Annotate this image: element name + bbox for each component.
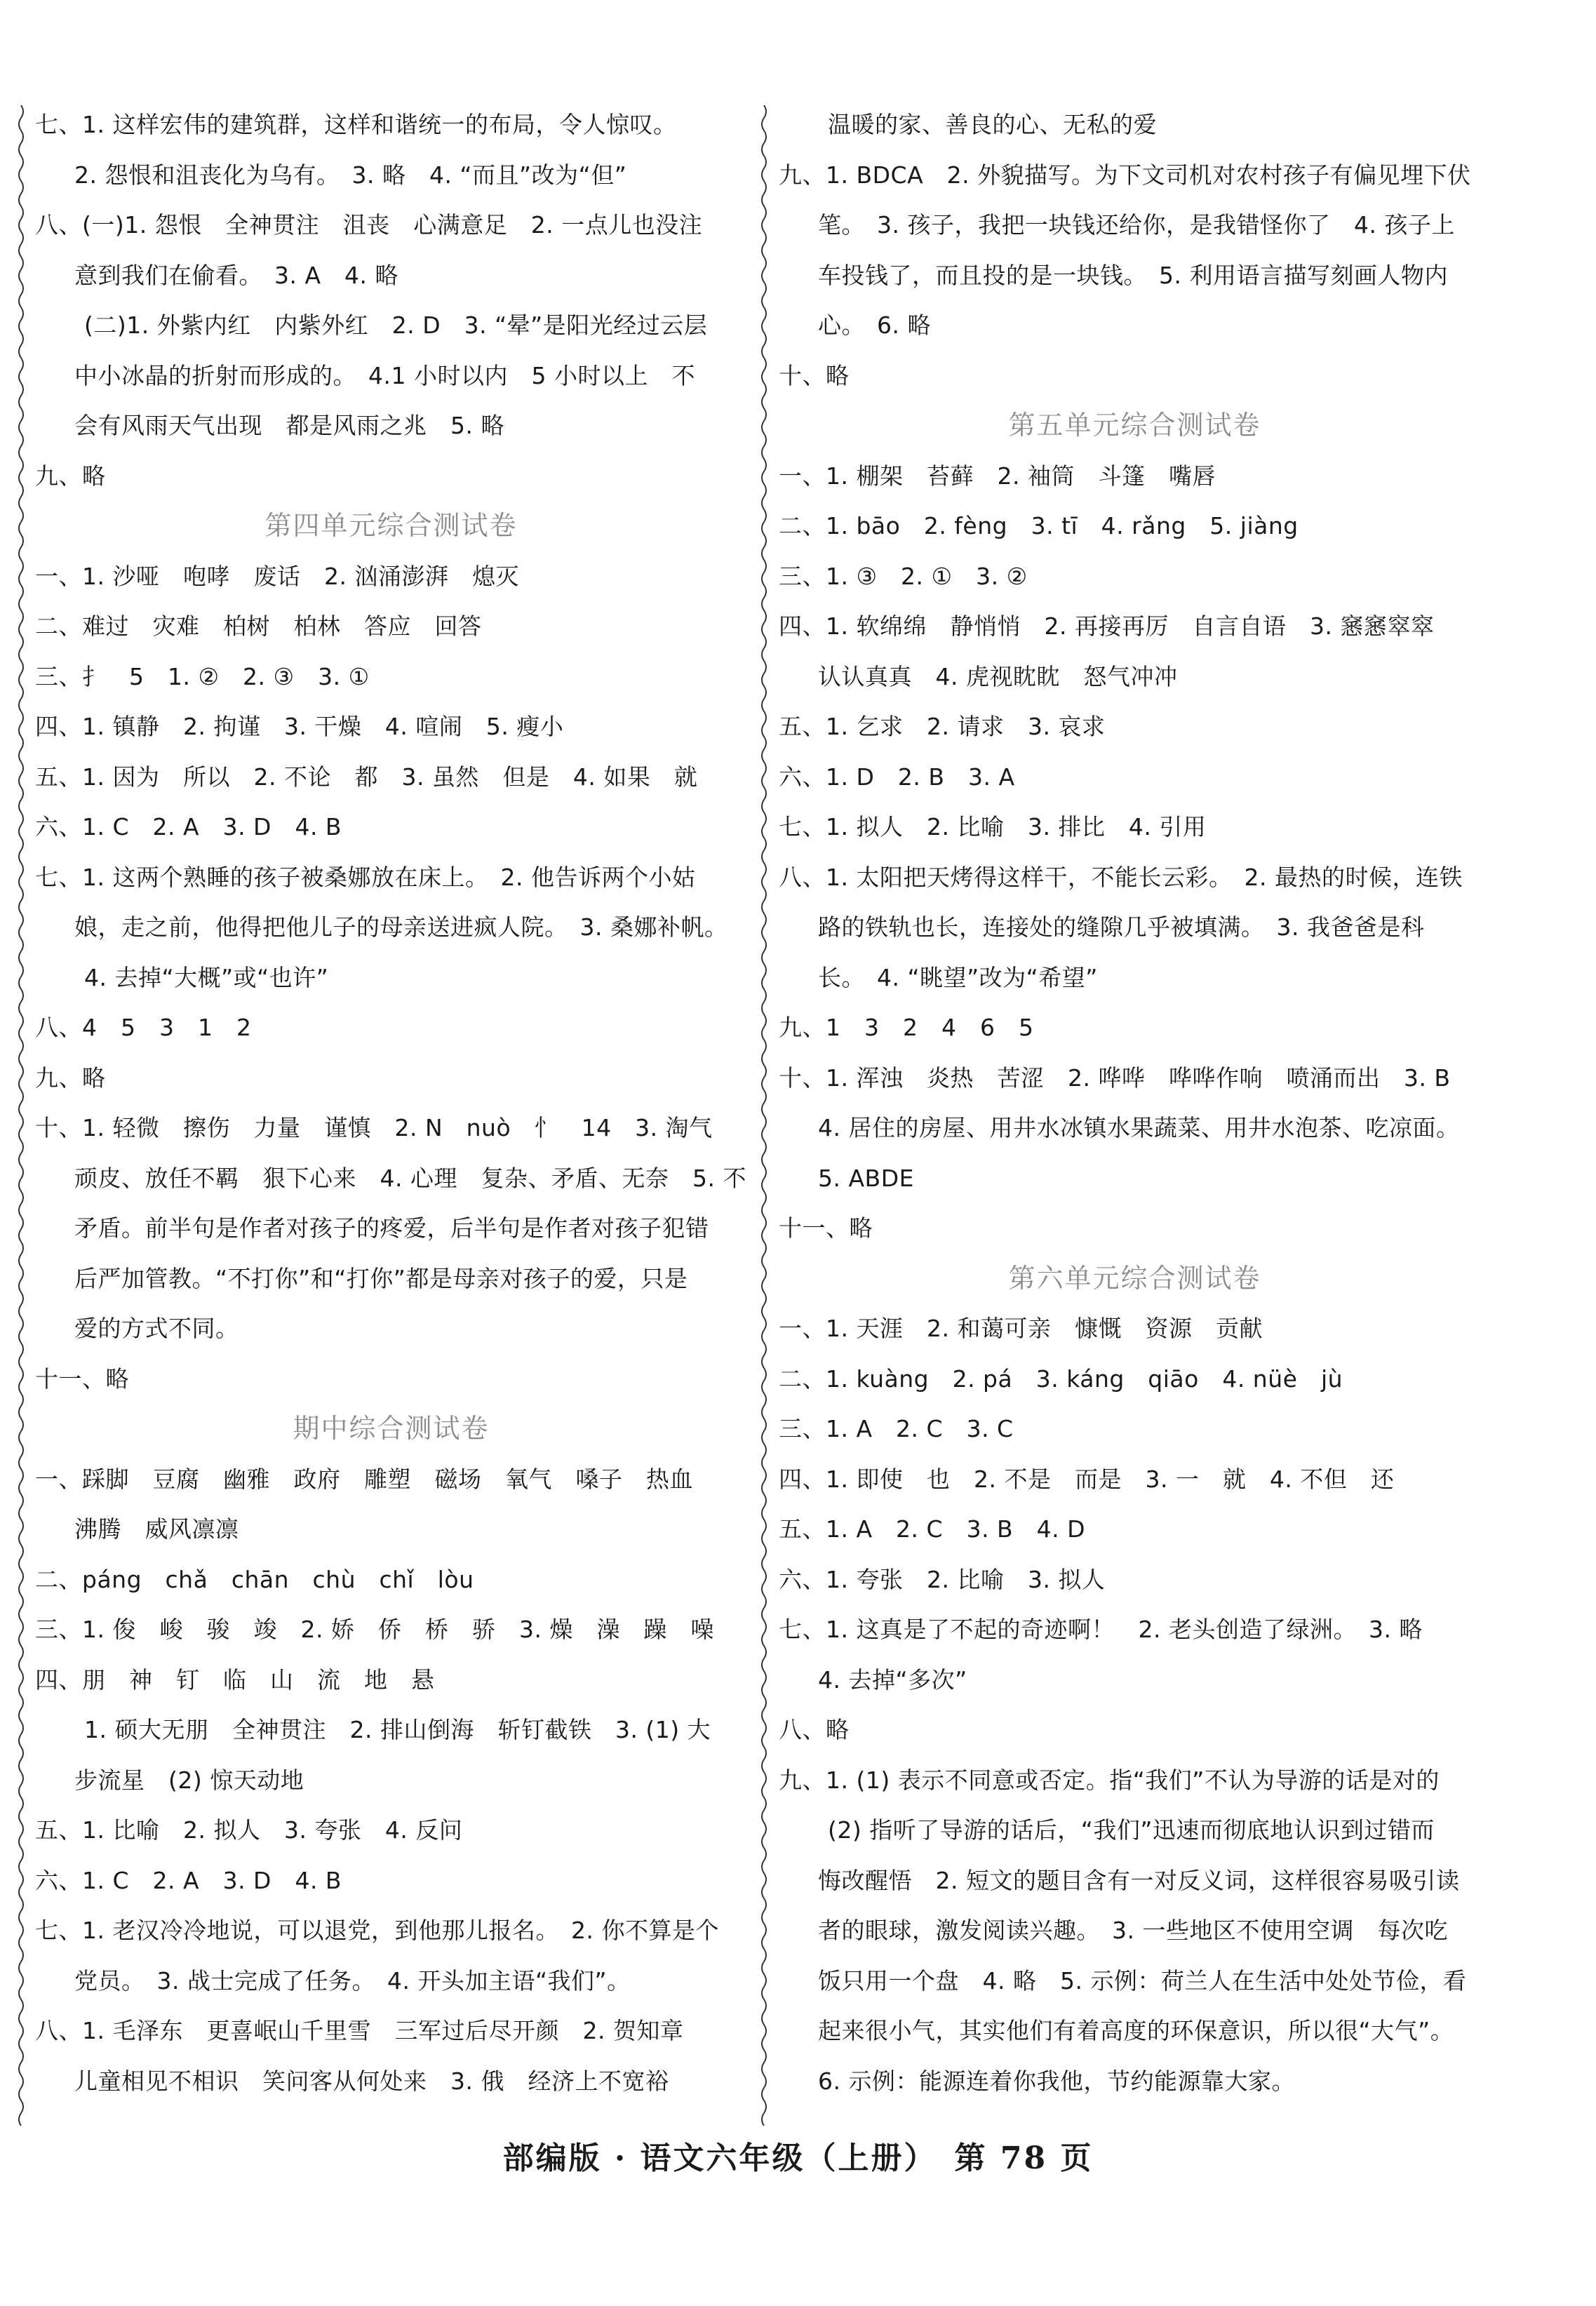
answer-line: 十、1. 轻微 擦伤 力量 谨慎 2. N nuò 忄 14 3. 淘气 bbox=[35, 1114, 713, 1141]
answer-line: 七、1. 拟人 2. 比喻 3. 排比 4. 引用 bbox=[779, 813, 1207, 840]
answer-line: 五、1. A 2. C 3. B 4. D bbox=[779, 1515, 1086, 1543]
answer-line: 4. 去掉“大概”或“也许” bbox=[84, 963, 329, 991]
answer-line: 七、1. 老汉冷冷地说，可以退党，到他那儿报名。 2. 你不算是个 bbox=[35, 1917, 719, 1944]
answer-line: 三、1. ③ 2. ① 3. ② bbox=[779, 562, 1028, 590]
right-column bbox=[779, 100, 1491, 2106]
section-title: 第四单元综合测试卷 bbox=[264, 510, 518, 541]
answer-line: 六、1. D 2. B 3. A bbox=[779, 763, 1015, 791]
answer-line: 七、1. 这样宏伟的建筑群，这样和谐统一的布局，令人惊叹。 bbox=[35, 111, 677, 138]
answer-line: 温暖的家、善良的心、无私的爱 bbox=[828, 111, 1157, 138]
answer-line: 一、1. 棚架 苔藓 2. 袖筒 斗篷 嘴唇 bbox=[779, 462, 1216, 490]
answer-line: 笔。 3. 孩子，我把一块钱还给你，是我错怪你了 4. 孩子上 bbox=[818, 211, 1455, 239]
answer-line: 十一、略 bbox=[779, 1214, 873, 1242]
answer-line: 九、略 bbox=[35, 1064, 106, 1092]
answer-line: 4. 去掉“多次” bbox=[818, 1665, 967, 1694]
answer-line: 九、1. BDCA 2. 外貌描写。为下文司机对农村孩子有偏见埋下伏 bbox=[779, 161, 1471, 189]
answer-line: 一、1. 天涯 2. 和蔼可亲 慷慨 资源 贡献 bbox=[779, 1315, 1263, 1342]
answer-line: 起来很小气，其实他们有着高度的环保意识，所以很“大气”。 bbox=[818, 2017, 1454, 2044]
answer-line: 后严加管教。“不打你”和“打你”都是母亲对孩子的爱，只是 bbox=[74, 1264, 688, 1292]
answer-line: 十、1. 浑浊 炎热 苦涩 2. 哗哗 哗哗作响 喷涌而出 3. B bbox=[779, 1064, 1451, 1092]
answer-line: 八、(一)1. 怨恨 全神贯注 沮丧 心满意足 2. 一点儿也没注 bbox=[35, 211, 703, 239]
answer-line: 2. 怨恨和沮丧化为乌有。 3. 略 4. “而且”改为“但” bbox=[74, 161, 627, 189]
answer-line: 二、难过 灾难 柏树 柏林 答应 回答 bbox=[35, 612, 482, 640]
answer-line: 悔改醒悟 2. 短文的题目含有一对反义词，这样很容易吸引读 bbox=[818, 1866, 1460, 1894]
answer-line: 一、1. 沙哑 咆哮 废话 2. 汹涌澎湃 熄灭 bbox=[35, 562, 519, 590]
answer-line: 中小冰晶的折射而形成的。 4.1 小时以内 5 小时以上 不 bbox=[74, 361, 695, 389]
page-footer: 部编版 · 语文六年级（上册） 第 78 页 bbox=[502, 2140, 1094, 2176]
answer-line: 五、1. 因为 所以 2. 不论 都 3. 虽然 但是 4. 如果 就 bbox=[35, 763, 698, 791]
section-title: 第五单元综合测试卷 bbox=[1008, 410, 1261, 441]
answer-line: 步流星 (2) 惊天动地 bbox=[74, 1766, 304, 1794]
answer-line: 六、1. 夸张 2. 比喻 3. 拟人 bbox=[779, 1565, 1106, 1593]
answer-line: 十、略 bbox=[779, 361, 850, 389]
answer-line: 车投钱了，而且投的是一块钱。 5. 利用语言描写刻画人物内 bbox=[818, 261, 1448, 289]
answer-line: 五、1. 比喻 2. 拟人 3. 夸张 4. 反问 bbox=[35, 1816, 463, 1844]
answer-line: 七、1. 这真是了不起的奇迹啊！ 2. 老头创造了绿洲。 3. 略 bbox=[779, 1616, 1423, 1643]
answer-line: 九、1. (1) 表示不同意或否定。指“我们”不认为导游的话是对的 bbox=[779, 1766, 1440, 1794]
answer-line: 九、1 3 2 4 6 5 bbox=[779, 1014, 1034, 1041]
answer-line: 心。 6. 略 bbox=[818, 311, 931, 339]
answer-line: 三、扌 5 1. ② 2. ③ 3. ① bbox=[35, 662, 370, 690]
left-wavy-border bbox=[13, 105, 29, 2126]
answer-line: 四、1. 即使 也 2. 不是 而是 3. 一 就 4. 不但 还 bbox=[779, 1465, 1395, 1493]
answer-line: 二、1. bāo 2. fèng 3. tī 4. rǎng 5. jiàng bbox=[779, 512, 1299, 539]
answer-line: 党员。 3. 战士完成了任务。 4. 开头加主语“我们”。 bbox=[74, 1966, 631, 1995]
answer-line: 八、4 5 3 1 2 bbox=[35, 1014, 252, 1041]
answer-line: 六、1. C 2. A 3. D 4. B bbox=[35, 813, 342, 840]
answer-line: (二)1. 外紫内红 内紫外红 2. D 3. “晕”是阳光经过云层 bbox=[84, 311, 708, 339]
answer-line: 四、朋 神 钉 临 山 流 地 悬 bbox=[35, 1665, 435, 1694]
answer-line: 八、1. 太阳把天烤得这样干，不能长云彩。 2. 最热的时候，连铁 bbox=[779, 863, 1463, 891]
answer-line: 八、略 bbox=[779, 1716, 850, 1743]
answer-line: 四、1. 软绵绵 静悄悄 2. 再接再厉 自言自语 3. 窸窸窣窣 bbox=[779, 612, 1435, 640]
left-column bbox=[35, 100, 747, 2106]
answer-line: 九、略 bbox=[35, 462, 106, 490]
answer-line: 二、páng chǎ chān chù chǐ lòu bbox=[35, 1565, 474, 1593]
answer-line: 三、1. 俊 峻 骏 竣 2. 娇 侨 桥 骄 3. 燥 澡 躁 噪 bbox=[35, 1616, 714, 1643]
answer-line: 爱的方式不同。 bbox=[74, 1315, 239, 1342]
answer-line: 4. 居住的房屋、用井水冰镇水果蔬菜、用井水泡茶、吃凉面。 bbox=[818, 1114, 1460, 1141]
answer-line: 会有风雨天气出现 都是风雨之兆 5. 略 bbox=[74, 412, 504, 439]
answer-line: 5. ABDE bbox=[818, 1164, 914, 1192]
answer-line: 儿童相见不相识 笑问客从何处来 3. 俄 经济上不宽裕 bbox=[74, 2067, 669, 2095]
answer-line: 五、1. 乞求 2. 请求 3. 哀求 bbox=[779, 713, 1106, 740]
answer-line: 七、1. 这两个熟睡的孩子被桑娜放在床上。 2. 他告诉两个小姑 bbox=[35, 863, 696, 891]
answer-line: 1. 硕大无朋 全神贯注 2. 排山倒海 斩钉截铁 3. (1) 大 bbox=[84, 1716, 711, 1743]
answer-line: 八、1. 毛泽东 更喜岷山千里雪 三军过后尽开颜 2. 贺知章 bbox=[35, 2017, 684, 2044]
answer-line: 三、1. A 2. C 3. C bbox=[779, 1415, 1014, 1442]
answer-line: 认认真真 4. 虎视眈眈 怒气冲冲 bbox=[818, 662, 1178, 690]
answer-line: 饭只用一个盘 4. 略 5. 示例：荷兰人在生活中处处节俭，看 bbox=[818, 1966, 1467, 1995]
answer-line: (2) 指听了导游的话后，“我们”迅速而彻底地认识到过错而 bbox=[828, 1816, 1435, 1844]
center-wavy-divider bbox=[756, 105, 772, 2126]
answer-line: 娘，走之前，他得把他儿子的母亲送进疯人院。 3. 桑娜补帆。 bbox=[74, 913, 728, 941]
section-title: 期中综合测试卷 bbox=[293, 1413, 490, 1444]
answer-line: 者的眼球，激发阅读兴趣。 3. 一些地区不使用空调 每次吃 bbox=[818, 1917, 1448, 1944]
answer-line: 意到我们在偷看。 3. A 4. 略 bbox=[74, 261, 399, 289]
answer-line: 长。 4. “眺望”改为“希望” bbox=[818, 963, 1098, 991]
answer-line: 四、1. 镇静 2. 拘谨 3. 干燥 4. 喧闹 5. 瘦小 bbox=[35, 713, 564, 740]
answer-line: 十一、略 bbox=[35, 1365, 129, 1393]
answer-line: 路的铁轨也长，连接处的缝隙几乎被填满。 3. 我爸爸是科 bbox=[818, 913, 1425, 941]
answer-line: 6. 示例：能源连着你我他，节约能源靠大家。 bbox=[818, 2067, 1295, 2095]
answer-line: 一、踩脚 豆腐 幽雅 政府 雕塑 磁场 氧气 嗓子 热血 bbox=[35, 1465, 693, 1493]
answer-line: 二、1. kuàng 2. pá 3. káng qiāo 4. nüè jù bbox=[779, 1365, 1343, 1393]
section-title: 第六单元综合测试卷 bbox=[1008, 1262, 1261, 1294]
answer-line: 沸腾 威风凛凛 bbox=[74, 1515, 239, 1543]
answer-line: 顽皮、放任不羁 狠下心来 4. 心理 复杂、矛盾、无奈 5. 不 bbox=[74, 1164, 746, 1192]
answer-line: 矛盾。前半句是作者对孩子的疼爱，后半句是作者对孩子犯错 bbox=[74, 1214, 709, 1242]
answer-line: 六、1. C 2. A 3. D 4. B bbox=[35, 1866, 342, 1894]
